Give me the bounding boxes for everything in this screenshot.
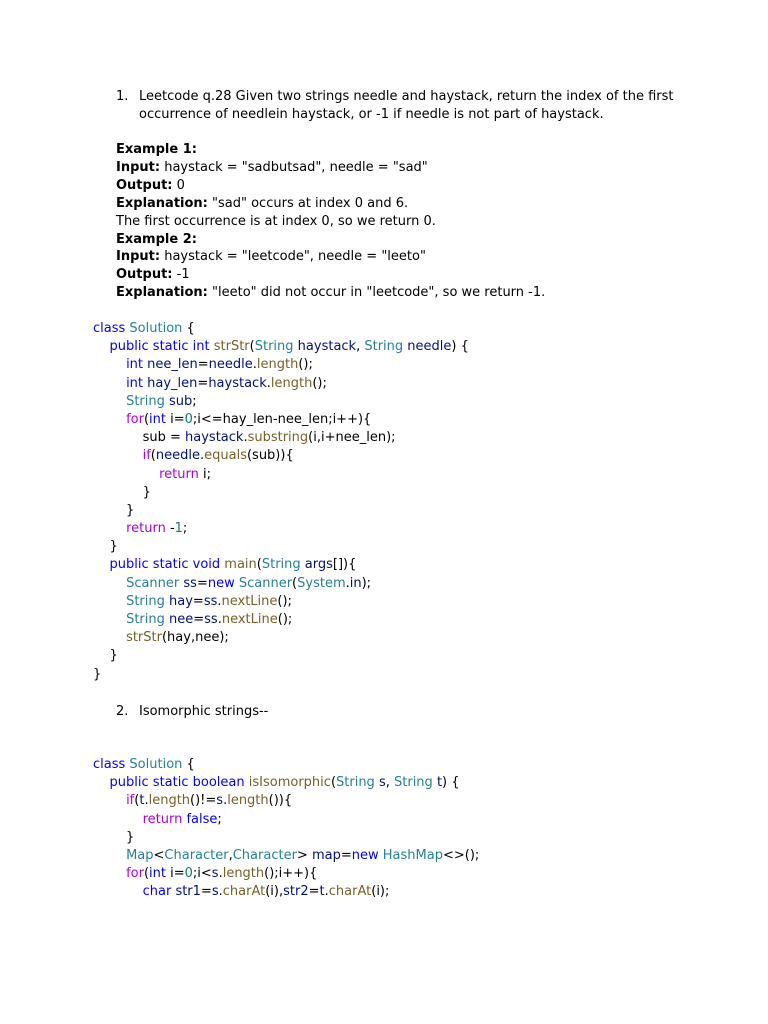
code-line xyxy=(93,593,469,611)
code-token: . xyxy=(345,575,350,591)
code-token: . xyxy=(218,884,223,900)
code-token: sub = xyxy=(93,430,186,446)
code-token: ; xyxy=(217,811,222,827)
code-token: = xyxy=(200,884,212,900)
code-token: public xyxy=(109,339,149,355)
code-token: new xyxy=(207,575,235,591)
code-token: > xyxy=(296,847,312,863)
code-token: int xyxy=(126,375,144,391)
code-token: = xyxy=(197,375,209,391)
example-line xyxy=(116,195,676,213)
code-token: t xyxy=(436,775,443,791)
code-token: length xyxy=(227,793,269,809)
example-label: Example 2: xyxy=(116,231,197,247)
code-token: ); xyxy=(361,575,372,591)
code-token xyxy=(93,812,143,827)
example-line xyxy=(116,266,676,284)
code-token: ; xyxy=(192,393,197,409)
code-line xyxy=(93,375,469,393)
code-token: i= xyxy=(165,866,185,882)
code-line xyxy=(93,792,479,810)
code-token: strStr xyxy=(213,339,250,355)
code-token: class xyxy=(93,757,126,772)
code-token: (sub)){ xyxy=(246,448,294,464)
code-token: Character xyxy=(164,847,229,863)
code-token: . xyxy=(266,375,271,391)
code-token: sub xyxy=(169,393,193,409)
code-token: < xyxy=(153,847,165,863)
code-token: main xyxy=(224,557,257,573)
code-line xyxy=(93,556,469,574)
code-line xyxy=(93,466,469,484)
code-line xyxy=(93,411,469,429)
code-token xyxy=(93,775,110,790)
code-token: ()){ xyxy=(268,793,293,809)
code-token: . xyxy=(218,866,223,882)
code-token xyxy=(93,576,126,591)
code-token: static xyxy=(152,339,189,355)
code-token: (); xyxy=(298,357,313,373)
code-token: s xyxy=(211,866,219,882)
code-token: { xyxy=(182,757,195,772)
code-token: []){ xyxy=(332,557,357,573)
code-line xyxy=(93,647,469,665)
example-label: Example 1: xyxy=(116,142,197,157)
example-label: Input: xyxy=(116,159,161,175)
code-token: , xyxy=(228,847,233,863)
code-token: hay xyxy=(169,593,193,609)
code-token: (i), xyxy=(265,884,284,900)
example-text: haystack = "leetcode", needle = "leeto" xyxy=(160,249,426,265)
code-token: } xyxy=(93,502,135,518)
code-token: args xyxy=(304,557,333,573)
example-label: Output: xyxy=(116,177,173,193)
code-token: charAt xyxy=(328,884,372,900)
code-token: } xyxy=(93,829,135,845)
example-line xyxy=(116,284,676,302)
code-token: if xyxy=(142,448,151,464)
example-text: The first occurrence is at index 0, so we return 0. xyxy=(116,213,436,229)
code-token: = xyxy=(192,593,204,609)
code-token: boolean xyxy=(192,775,245,791)
example-line xyxy=(116,213,676,231)
code-token: needle xyxy=(208,357,253,373)
code-token: ( xyxy=(143,411,150,427)
code-token: ( xyxy=(256,557,262,573)
code-token: Character xyxy=(232,847,297,863)
code-block-isomorphic xyxy=(93,756,479,902)
code-token xyxy=(93,467,159,482)
code-token: ss xyxy=(204,612,218,627)
code-token: ; xyxy=(182,521,188,537)
code-token: ss xyxy=(203,593,218,609)
list-number: 2. xyxy=(116,704,129,719)
code-token: = xyxy=(340,847,352,863)
code-token: ( xyxy=(150,448,156,464)
code-token: haystack xyxy=(208,375,267,391)
example-label: Explanation: xyxy=(116,195,208,211)
code-token: HashMap xyxy=(382,847,443,863)
example-text: "sad" occurs at index 0 and 6. xyxy=(207,195,409,211)
code-token: Solution xyxy=(129,757,183,772)
code-token: hay_len xyxy=(147,375,198,391)
code-token: int xyxy=(192,339,210,355)
code-token: s xyxy=(211,884,219,900)
example-line xyxy=(116,159,676,177)
code-token: nee xyxy=(169,612,194,627)
code-token: String xyxy=(364,339,404,355)
code-token: ) { xyxy=(442,775,460,791)
code-token: i; xyxy=(198,466,211,482)
code-token: String xyxy=(126,393,165,409)
code-token: ( xyxy=(143,866,150,882)
code-token: String xyxy=(126,612,165,627)
code-token: String xyxy=(254,339,294,355)
code-token: i= xyxy=(165,411,185,427)
example-line xyxy=(116,231,676,249)
code-token: String xyxy=(394,775,433,791)
code-token: Scanner xyxy=(126,575,180,591)
code-token: ( xyxy=(292,575,298,591)
code-token: Map xyxy=(126,847,154,863)
code-line xyxy=(93,756,479,774)
code-token: } xyxy=(93,484,151,500)
code-token: (); xyxy=(312,375,327,391)
code-token: String xyxy=(126,593,165,609)
code-token: nextLine xyxy=(221,593,278,609)
code-token: int xyxy=(126,357,144,373)
code-token xyxy=(93,612,126,627)
code-token: = xyxy=(196,575,208,591)
code-line xyxy=(93,538,469,556)
code-token: (); xyxy=(277,612,293,627)
code-token: 0 xyxy=(184,411,193,427)
code-token xyxy=(93,357,126,372)
code-token: charAt xyxy=(222,884,266,900)
code-token: return xyxy=(142,811,183,827)
code-line xyxy=(93,447,469,465)
question-text: Leetcode q.28 Given two strings needle and haystack, return the index of the first occurrence of needlein haystack, or -1 if needle is not part of haystack. xyxy=(139,89,674,122)
code-token: return xyxy=(159,466,199,482)
code-token: return xyxy=(126,521,166,537)
code-token xyxy=(93,884,143,899)
code-token: System xyxy=(297,575,346,591)
code-line xyxy=(93,356,469,374)
example-label: Input: xyxy=(116,249,161,265)
code-line xyxy=(93,320,469,338)
code-token: (i,i+nee_len); xyxy=(308,430,396,446)
code-token: ( xyxy=(330,775,337,791)
code-token: = xyxy=(308,884,320,900)
code-token: haystack xyxy=(297,339,357,355)
code-token: char xyxy=(142,884,172,900)
code-token: String xyxy=(261,557,301,573)
code-token: . xyxy=(223,793,228,809)
code-token: static xyxy=(152,557,189,573)
code-token: Scanner xyxy=(238,575,293,591)
example-text: haystack = "sadbutsad", needle = "sad" xyxy=(160,159,428,175)
code-token: . xyxy=(217,612,222,627)
code-token: isIsomorphic xyxy=(248,775,331,791)
code-token: 0 xyxy=(184,866,193,882)
code-token: = xyxy=(197,357,209,373)
code-line xyxy=(93,502,469,520)
code-token: (); xyxy=(277,593,292,609)
code-token xyxy=(93,448,143,463)
code-token: , xyxy=(356,339,365,355)
code-token: substring xyxy=(247,430,309,446)
code-token: - xyxy=(165,521,175,537)
code-line xyxy=(93,883,479,901)
example-label: Explanation: xyxy=(116,285,208,301)
code-token: (i); xyxy=(371,884,390,900)
question-1 xyxy=(116,88,676,124)
code-line xyxy=(93,666,469,684)
code-token: . xyxy=(324,884,329,900)
example-text: 0 xyxy=(172,177,185,193)
code-token xyxy=(93,339,110,354)
code-line xyxy=(93,611,469,629)
code-token: nextLine xyxy=(221,612,278,627)
code-token: . xyxy=(199,448,205,464)
code-token: int xyxy=(149,866,166,882)
code-line xyxy=(93,484,469,502)
code-token xyxy=(93,412,126,427)
code-token: public xyxy=(109,557,149,573)
code-token: ( xyxy=(249,339,255,355)
code-line xyxy=(93,847,479,865)
code-token: map xyxy=(311,847,341,863)
code-token: if xyxy=(126,793,135,809)
code-token: in xyxy=(349,575,362,591)
code-token xyxy=(93,630,126,645)
code-token: , xyxy=(385,775,394,791)
code-token: s xyxy=(378,775,386,791)
code-token: ;i< xyxy=(192,866,212,882)
code-token xyxy=(93,594,126,609)
code-token: strStr xyxy=(126,630,162,646)
code-token: ss xyxy=(183,575,197,591)
code-token: length xyxy=(270,375,313,391)
code-block-strstr xyxy=(93,320,469,684)
code-token: length xyxy=(256,357,299,373)
example-text: "leeto" did not occur in "leetcode", so we return -1. xyxy=(207,285,546,301)
code-token xyxy=(93,793,126,808)
code-token: } xyxy=(93,666,102,682)
code-token: for xyxy=(126,866,144,882)
code-line xyxy=(93,774,479,792)
list-number: 1. xyxy=(116,89,129,104)
code-token: int xyxy=(149,411,166,427)
code-token: String xyxy=(336,775,375,791)
code-line xyxy=(93,829,479,847)
question-2 xyxy=(116,703,676,721)
example-line xyxy=(116,141,676,159)
code-line xyxy=(93,575,469,593)
code-token: str1 xyxy=(175,884,201,900)
code-token: static xyxy=(152,775,189,791)
code-token: s xyxy=(216,793,224,809)
code-token: . xyxy=(144,793,149,809)
code-token xyxy=(93,521,126,536)
code-token: <>(); xyxy=(442,847,480,863)
code-token: { xyxy=(182,321,195,336)
code-token: ) { xyxy=(451,339,469,355)
code-token: . xyxy=(243,430,248,446)
code-token: ();i++){ xyxy=(264,866,318,882)
code-token: public xyxy=(109,775,149,791)
code-token: class xyxy=(93,321,126,336)
code-line xyxy=(93,520,469,538)
code-token: } xyxy=(93,539,118,555)
code-line xyxy=(93,629,469,647)
code-token: t xyxy=(139,793,145,809)
code-line xyxy=(93,811,479,829)
code-token: needle xyxy=(407,339,452,355)
code-token: void xyxy=(192,557,221,573)
code-token: } xyxy=(93,648,118,664)
example-line xyxy=(116,248,676,266)
code-token: nee_len xyxy=(147,357,198,373)
code-token: t xyxy=(319,884,325,900)
code-token: length xyxy=(222,866,265,882)
code-line xyxy=(93,338,469,356)
examples-block xyxy=(116,141,676,302)
code-token: false xyxy=(186,811,218,827)
code-token: (hay,nee); xyxy=(161,630,229,646)
code-token: Solution xyxy=(129,321,183,336)
code-token: ;i<=hay_len-nee_len;i++){ xyxy=(192,411,372,427)
code-token: ()!= xyxy=(190,793,217,809)
code-token xyxy=(93,848,126,863)
code-token: length xyxy=(148,793,191,809)
code-token: str2 xyxy=(283,884,309,900)
code-token: ( xyxy=(134,793,140,809)
code-line xyxy=(93,429,469,447)
code-token: 1 xyxy=(174,521,183,537)
code-token: needle xyxy=(155,448,200,464)
code-token: . xyxy=(252,357,257,373)
example-line xyxy=(116,177,676,195)
code-token xyxy=(93,557,110,572)
code-token: haystack xyxy=(185,430,244,446)
code-token: for xyxy=(126,411,144,427)
code-line xyxy=(93,393,469,411)
code-token: equals xyxy=(204,448,247,464)
question-text: Isomorphic strings-- xyxy=(139,704,269,719)
code-token xyxy=(93,394,126,409)
code-token xyxy=(93,376,126,391)
code-line xyxy=(93,865,479,883)
example-text: -1 xyxy=(172,267,190,283)
example-label: Output: xyxy=(116,267,173,283)
code-token: new xyxy=(351,847,379,863)
code-token: . xyxy=(217,593,222,609)
code-token xyxy=(93,866,126,881)
code-token: = xyxy=(193,612,205,627)
